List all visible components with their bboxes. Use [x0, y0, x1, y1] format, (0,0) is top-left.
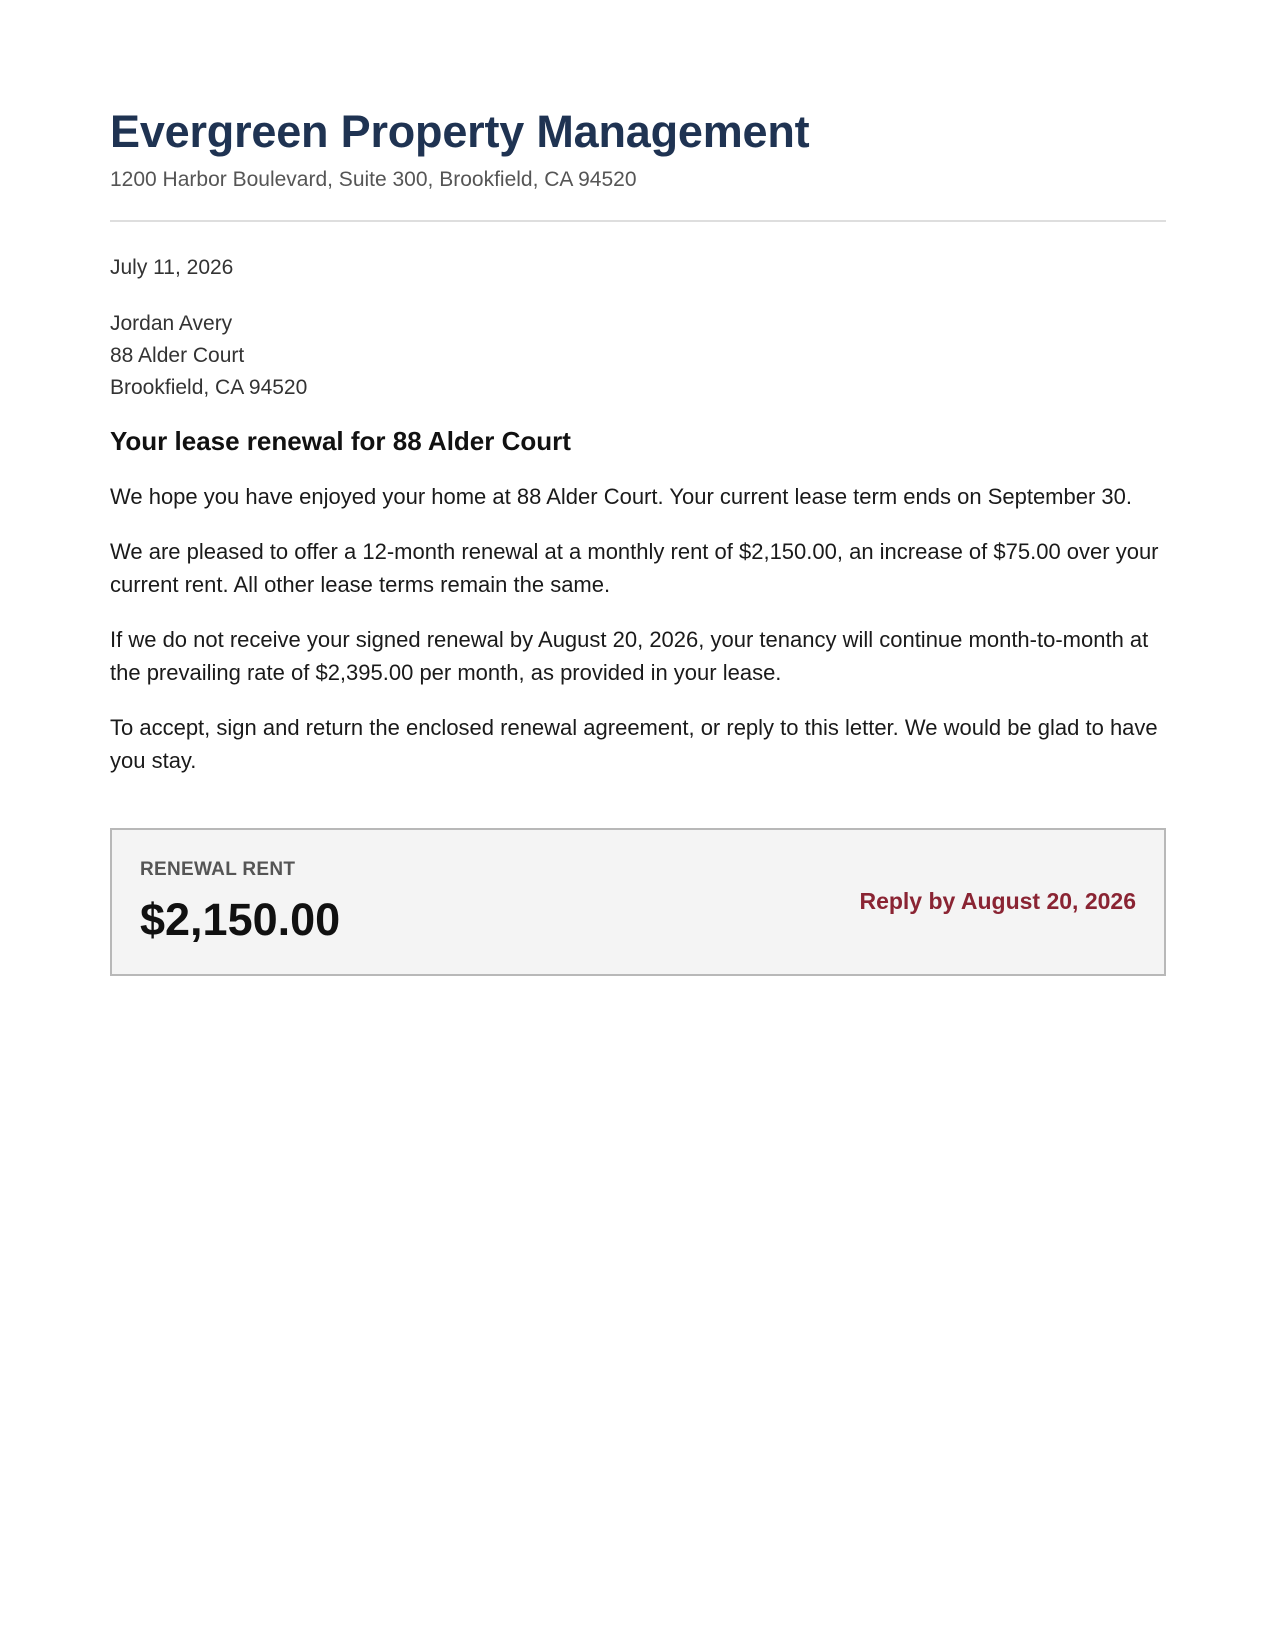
renewal-summary-box — [110, 828, 1166, 976]
reply-deadline: Reply by August 20, 2026 — [859, 888, 1136, 914]
renewal-rent-label: RENEWAL RENT — [140, 859, 296, 880]
recipient-city-state-zip: Brookfield, CA 94520 — [110, 376, 308, 399]
recipient-address-block — [110, 308, 307, 404]
letter-body — [110, 480, 1166, 799]
body-paragraph: We hope you have enjoyed your home at 88 Alder Court. Your current lease term ends on September 30. — [110, 484, 1133, 509]
body-paragraph: If we do not receive your signed renewal by August 20, 2026, your tenancy will continue month-to-month at the prevailing rate of $2,395.00 per month, as provided in your lease. — [110, 627, 1149, 685]
letterhead-divider — [110, 220, 1166, 222]
body-paragraph: To accept, sign and return the enclosed renewal agreement, or reply to this letter. We would be glad to have you stay. — [110, 715, 1158, 773]
body-paragraph: We are pleased to offer a 12-month renewal at a monthly rent of $2,150.00, an increase of $75.00 over your current rent. All other lease terms remain the same. — [110, 539, 1159, 597]
recipient-street: 88 Alder Court — [110, 344, 245, 367]
company-address: 1200 Harbor Boulevard, Suite 300, Brookfield, CA 94520 — [110, 168, 637, 191]
letter-date: July 11, 2026 — [110, 256, 234, 279]
recipient-name: Jordan Avery — [110, 312, 233, 335]
letter-subject: Your lease renewal for 88 Alder Court — [110, 426, 571, 456]
renewal-rent-amount: $2,150.00 — [140, 894, 341, 945]
company-name: Evergreen Property Management — [110, 106, 810, 157]
